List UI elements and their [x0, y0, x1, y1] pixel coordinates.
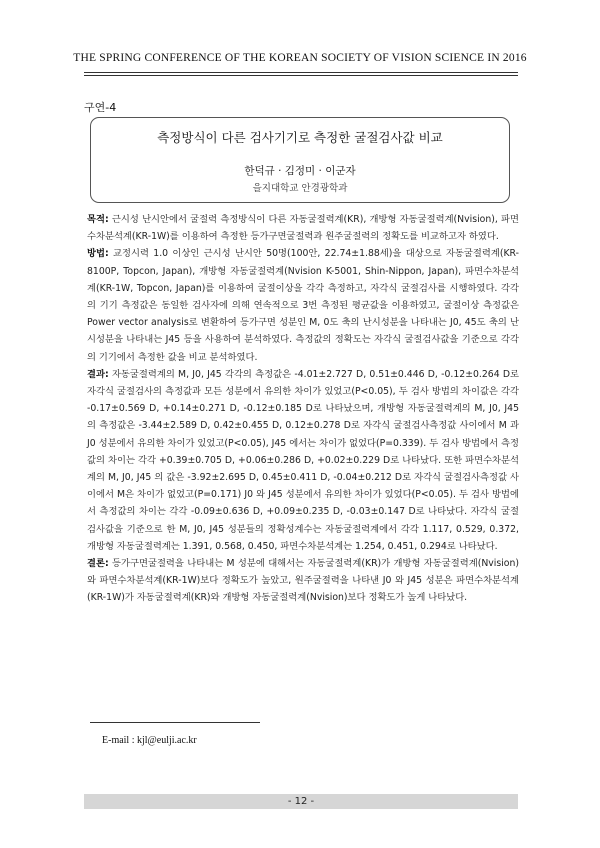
conclusion-label: 결론: [87, 558, 109, 570]
purpose-text: 근시성 난시안에서 굴절력 측정방식이 다른 자동굴절력계(KR), 개방형 자동굴절력계(Nvision), 파면수차분석계(KR-1W)를 이용하여 측정한 등가구면굴절력과 원주굴절력의 정확도를 비교하고자 하였다. [87, 214, 519, 243]
result-paragraph [87, 366, 519, 555]
conclusion-text: 등가구면굴절력을 나타내는 M 성분에 대해서는 자동굴절력계(KR)가 개방형 자동굴절력계(Nvision)와 파면수차분석계(KR-1W)보다 정확도가 높았고, 원주굴절력을 나타낸 J0 와 J45 성분은 파면수차분석계(KR-1W)가 자동굴절력계(KR)와 개방형 자동굴절력계(Nvision)보다 정확도가 높게 나타났다. [87, 558, 519, 604]
result-label: 결과: [87, 368, 109, 380]
purpose-label: 목적: [87, 214, 109, 225]
abstract-body [87, 211, 519, 607]
email-footnote: E-mail : kjl@eulji.ac.kr [102, 735, 197, 746]
conference-header: THE SPRING CONFERENCE OF THE KOREAN SOCIETY OF VISION SCIENCE IN 2016 [73, 52, 527, 64]
method-label: 방법: [87, 248, 109, 260]
method-text: 교정시력 1.0 이상인 근시성 난시안 50명(100안, 22.74±1.88세)을 대상으로 자동굴절력계(KR-8100P, Topcon, Japan), 개방형 자동굴절력계(Nvision K-5001, Shin-Nippon, Japan), 파면수차분석계(KR-1W, Topcon, Japan)를 이용하여 굴절이상을 각각 측정하고, 자각식 굴절검사를 시행하였다. 각각의 기기 측정값은 동일한 검사자에 의해 연속적으로 3번 측정된 평균값을 이용하였고, 굴절이상 측정값은 Power vector analysis로 변환하여 등가구면 성분인 M, 0도 축의 난시성분을 나타내는 J0, 45도 축의 난시성분을 나타내는 J45 등을 사용하여 분석하였다. 측정값의 정확도는 자각식 굴절검사값을 기준으로 각각의 기기에서 측정한 값을 비교 분석하였다. [87, 248, 519, 363]
session-label: 구연-4 [84, 101, 117, 114]
purpose-paragraph [87, 211, 519, 245]
page-number-bar [84, 794, 518, 809]
result-text: 자동굴절력계의 M, J0, J45 각각의 측정값은 -4.01±2.727 D, 0.51±0.446 D, -0.12±0.264 D로 자각식 굴절검사의 측정값과 모든 성분에서 유의한 차이가 있었고(P<0.05), 두 검사 방법의 차이값은 각각 -0.17±0.569 D, +0.14±0.271 D, -0.12±0.185 D로 나타났으며, 개방형 자동굴절력계의 M, J0, J45 의 측정값은 -3.44±2.589 D, 0.42±0.455 D, 0.12±0.278 D로 자각식 굴절검사측정값 사이에서 M 과 J0 성분에서 유의한 차이가 있었고(P<0.05), J45 에서는 차이가 없었다(P=0.339). 두 검사 방법에서 측정값의 차이는 각각 +0.39±0.705 D, +0.06±0.286 D, +0.02±0.229 D로 나타났다. 또한 파면수차분석계의 M, J0, J45 의 값은 -3.92±2.695 D, 0.45±0.411 D, -0.04±0.212 D로 자각식 굴절검사측정값 사이에서 M은 차이가 없었고(P=0.171) J0 와 J45 성분에서 유의한 차이가 있었다(P<0.05). 두 검사 방법에서 측정값의 차이는 각각 -0.09±0.636 D, +0.09±0.235 D, -0.03±0.147 D로 나타났다. 자각식 굴절검사값을 기준으로 한 M, J0, J45 성분들의 정확성계수는 자동굴절력계에서 각각 1.117, 0.529, 0.372, 개방형 자동굴절력계는 1.391, 0.568, 0.450, 파면수차분석계는 1.254, 0.451, 0.294로 나타났다. [87, 368, 519, 552]
paper-title: 측정방식이 다른 검사기기로 측정한 굴절검사값 비교 [157, 130, 443, 145]
footnote-rule [90, 722, 260, 723]
affiliation: 을지대학교 안경광학과 [252, 183, 348, 194]
conclusion-paragraph [87, 555, 519, 607]
header-rule-top [84, 72, 518, 73]
page-number: - 12 - [287, 796, 315, 807]
authors: 한덕규 · 김정미 · 이군자 [244, 165, 356, 177]
header-rule-bottom [84, 75, 518, 76]
method-paragraph [87, 245, 519, 365]
